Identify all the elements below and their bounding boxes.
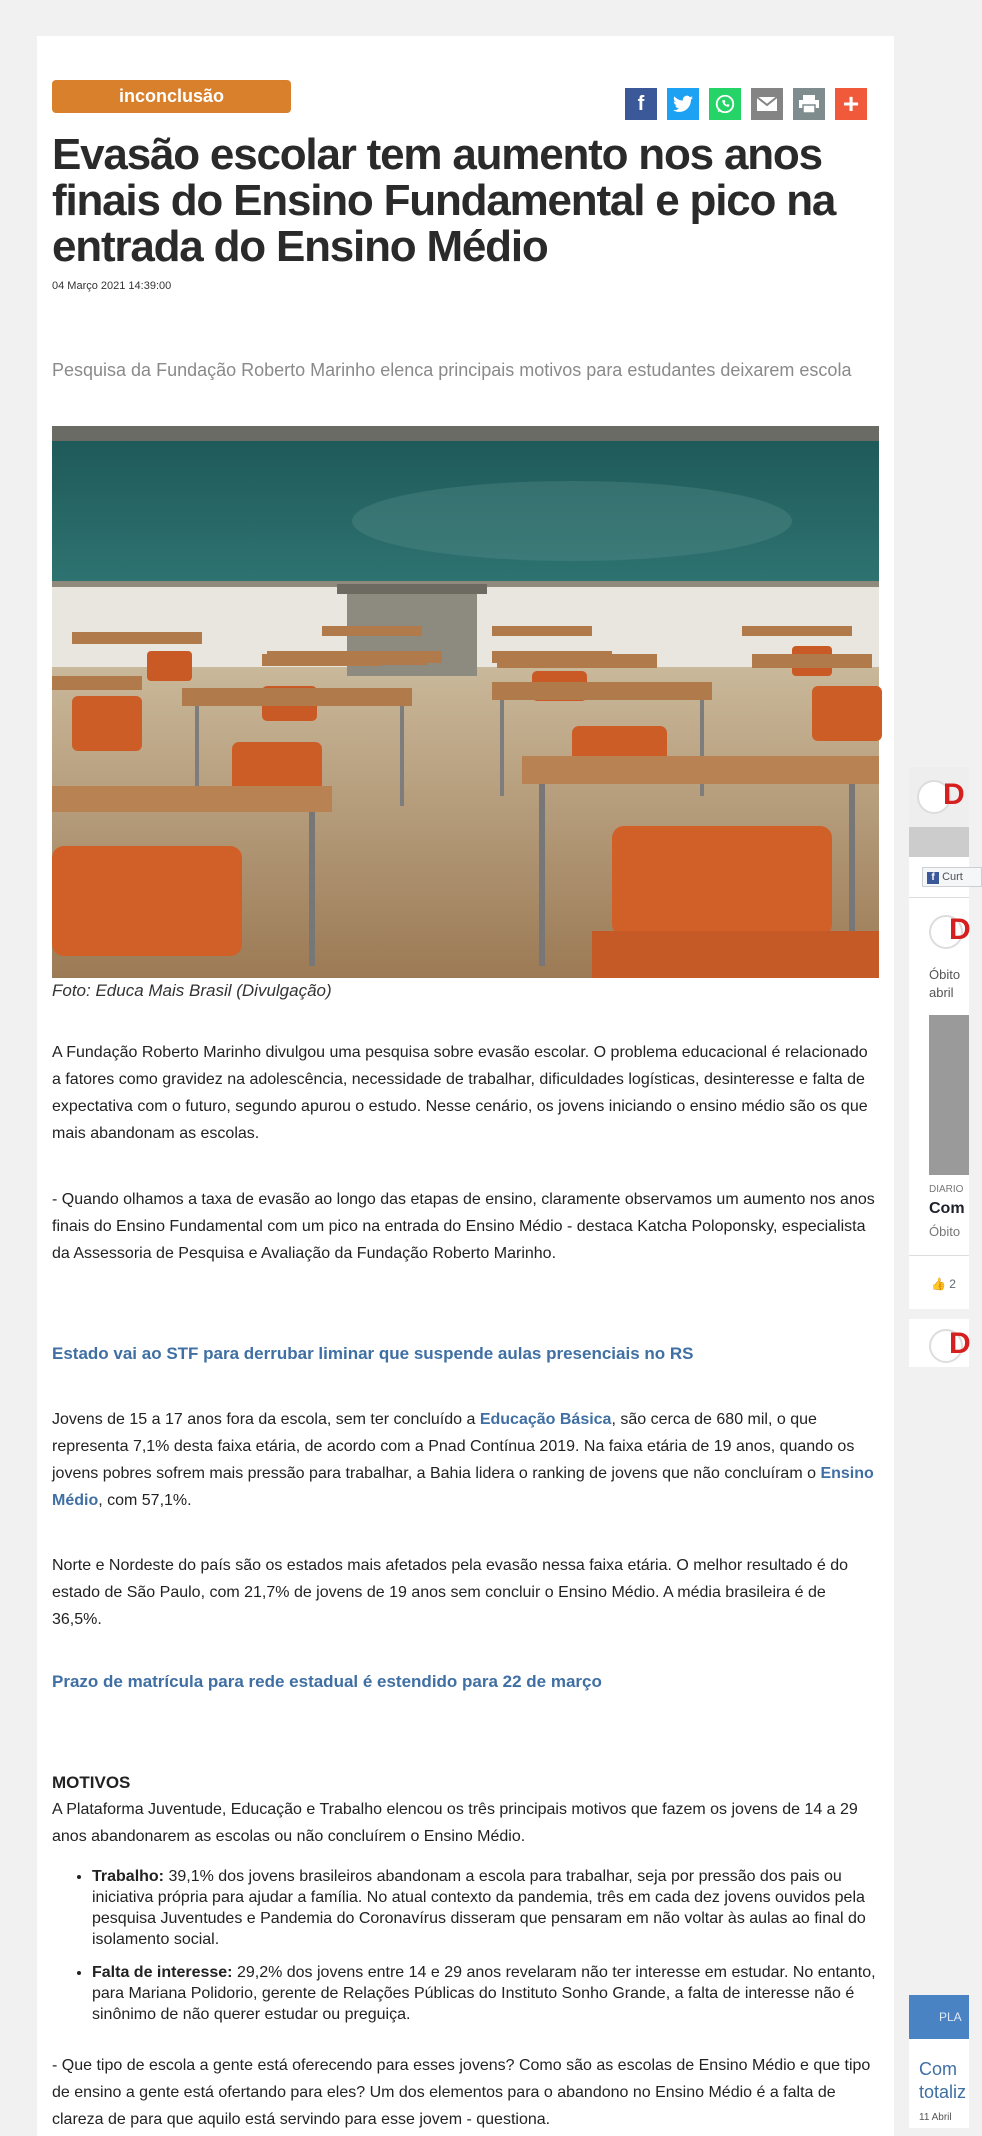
sidebar-box-bottom	[909, 1995, 969, 2128]
photo-caption: Foto: Educa Mais Brasil (Divulgação)	[52, 981, 332, 1000]
thumbs-up-icon: 👍	[931, 1277, 946, 1291]
email-icon[interactable]	[751, 88, 783, 120]
related-link-matricula[interactable]: Prazo de matrícula para rede estadual é estendido para 22 de março	[52, 1672, 602, 1691]
section-heading-motivos: MOTIVOS	[52, 1773, 131, 1792]
link-ensino-medio[interactable]: Ensino Médio	[52, 1465, 874, 1509]
paragraph-3-part-b: , são cerca de 680 mil, o que representa 7,1% desta faixa etária, de acordo com a Pnad Contínua 2019. Na faixa etária de 19 anos, quando os jovens pobres sofrem mais pressão para trabalhar, a Bahia lidera o ranking de jovens que não concluíram o	[52, 1411, 855, 1482]
paragraph-4: Norte e Nordeste do país são os estados mais afetados pela evasão nessa faixa etária. O melhor resultado é do estado de São Paulo, com 21,7% de jovens de 19 anos sem concluir o Ensino Médio. A média brasileira é de 36,5%.	[52, 1557, 849, 1628]
paragraph-5: A Plataforma Juventude, Educação e Trabalho elencou os três principais motivos que fazem os jovens de 14 a 29 anos abandonarem as escolas ou não concluírem o Ensino Médio.	[52, 1801, 858, 1845]
post-text-line-1: Óbito	[929, 967, 961, 982]
divider	[909, 897, 969, 898]
post-text-line-2: abril	[929, 985, 954, 1000]
sidebar-news-title-2[interactable]: totaliz	[919, 2082, 967, 2102]
paragraph-3	[52, 1406, 880, 1514]
article-date: 04 Março 2021 14:39:00	[52, 280, 172, 292]
post-image[interactable]	[929, 1015, 969, 1175]
divider	[909, 1255, 969, 1256]
post-source: DIARIO	[929, 1184, 964, 1195]
post-title[interactable]: Com	[929, 1200, 965, 1217]
article-subtitle: Pesquisa da Fundação Roberto Marinho elenca principais motivos para estudantes deixarem escola	[52, 360, 852, 380]
post-separator	[909, 1309, 969, 1319]
whatsapp-icon[interactable]	[709, 88, 741, 120]
facebook-icon[interactable]: f	[625, 88, 657, 120]
motivos-list	[92, 1866, 882, 2037]
list-item-text: 39,1% dos jovens brasileiros abandonam a escola para trabalhar, seja por pressão dos pais ou iniciativa própria para ajudar a família. No atual contexto da pandemia, três em cada dez jovens ouvidos pela pesquisa Juventudes e Pandemia do Coronavírus disseram que pensaram em não voltar às aulas ao final do isolamento social.	[92, 1868, 866, 1948]
sidebar-tab-button[interactable]: PLA	[909, 1995, 969, 2039]
next-post-logo-letter: D	[949, 1327, 971, 1360]
list-item	[92, 1866, 882, 1950]
sidebar-news-title-1[interactable]: Com	[919, 2059, 958, 2079]
paragraph-3-part-a: Jovens de 15 a 17 anos fora da escola, sem ter concluído a	[52, 1411, 480, 1428]
paragraph-6: - Que tipo de escola a gente está oferecendo para esses jovens? Como são as escolas de Ensino Médio e que tipo de ensino a gente está ofertando para eles? Um dos elementos para o abandono no Ensino Médio é a falta de clareza de para que aquilo está servindo para esse jovem - questiona.	[52, 2057, 871, 2128]
article-photo	[52, 426, 879, 978]
twitter-icon[interactable]	[667, 88, 699, 120]
likes-count: 2	[949, 1277, 956, 1291]
widget-cover-strip	[909, 827, 969, 857]
sidebar-news-date: 11 Abril	[919, 2112, 952, 2123]
paragraph-3-part-c: , com 57,1%.	[98, 1492, 192, 1509]
article-card	[37, 36, 894, 2136]
plus-icon[interactable]: +	[835, 88, 867, 120]
page-title: Evasão escolar tem aumento nos anos finais do Ensino Fundamental e pico na entrada do Ensino Médio	[52, 130, 836, 271]
print-icon[interactable]	[793, 88, 825, 120]
category-tag[interactable]: inconclusão	[52, 80, 291, 113]
post-subtitle: Óbito	[929, 1224, 961, 1239]
paragraph-2: - Quando olhamos a taxa de evasão ao longo das etapas de ensino, claramente observamos um aumento nos anos finais do Ensino Fundamental com um pico na entrada do Ensino Médio - destaca Katcha Poloponsky, especialista da Assessoria de Pesquisa e Avaliação da Fundação Roberto Marinho.	[52, 1191, 875, 1262]
list-item	[92, 1962, 882, 2025]
related-link-stf[interactable]: Estado vai ao STF para derrubar liminar que suspende aulas presenciais no RS	[52, 1344, 694, 1363]
facebook-icon: f	[927, 872, 939, 884]
post-likes[interactable]	[931, 1277, 956, 1291]
logo-letter: D	[943, 778, 965, 811]
paragraph-1: A Fundação Roberto Marinho divulgou uma pesquisa sobre evasão escolar. O problema educacional é relacionado a fatores como gravidez na adolescência, necessidade de trabalhar, dificuldades logísticas, desinteresse e falta de expectativa com o futuro, segundo apurou o estudo. Nesse cenário, os jovens iniciando o ensino médio são os que mais abandonam as escolas.	[52, 1044, 868, 1142]
link-educacao-basica[interactable]: Educação Básica	[479, 1411, 612, 1428]
post-logo-letter: D	[949, 913, 971, 946]
list-item-label: Trabalho:	[92, 1868, 165, 1885]
fb-like-label: Curt	[942, 871, 963, 883]
share-bar	[625, 88, 867, 120]
list-item-label: Falta de interesse:	[92, 1964, 233, 1981]
list-item-text: 29,2% dos jovens entre 14 e 29 anos revelaram não ter interesse em estudar. No entanto, para Mariana Polidorio, gerente de Relações Públicas do Instituto Sonho Grande, a falta de interesse não é sinônimo de não querer estudar ou preguiça.	[92, 1964, 876, 2023]
fb-like-button[interactable]	[922, 867, 982, 887]
facebook-widget	[909, 767, 969, 1367]
